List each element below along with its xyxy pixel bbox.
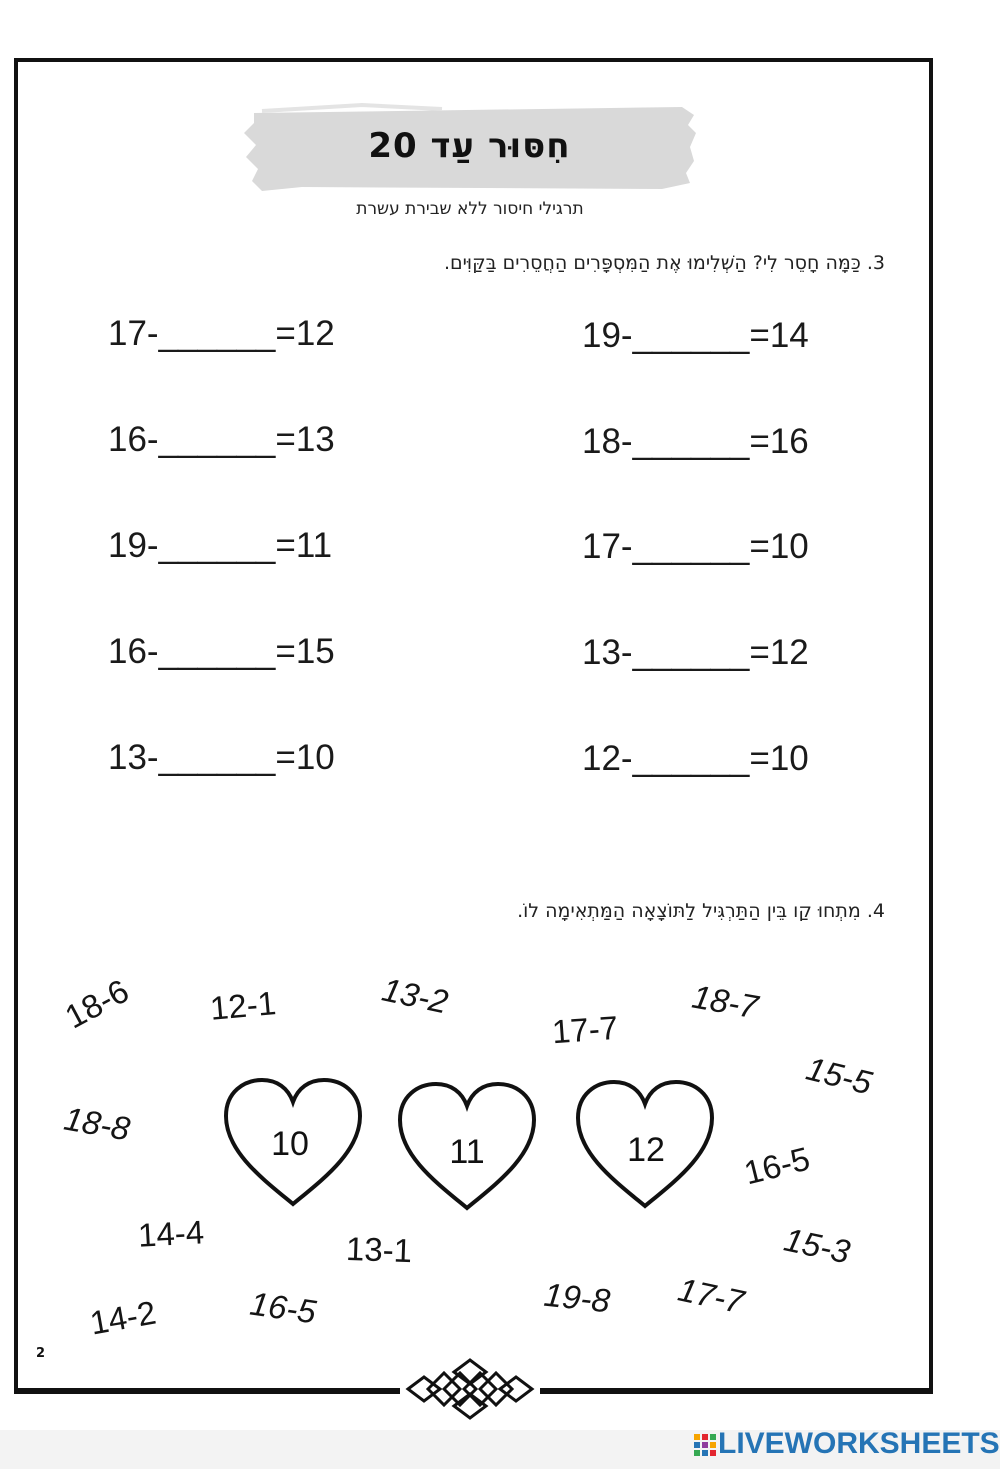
instruction-section-4: 4. מִתְחוּ קַו בֵּין הַתַּרְגִּיל לַתּוֹצָאָה הַמַּתְאִימָה לוֹ. (517, 900, 885, 922)
ornament-line-left (14, 1388, 402, 1392)
page-title: חִסּוּר עַד 20 (368, 126, 571, 166)
expression-4: 17-7 (550, 1008, 620, 1051)
expression-14: 19-8 (542, 1275, 612, 1320)
page-number: 2 (36, 1346, 46, 1361)
instruction-section-3: 3. כַּמָּה חָסֵר לִי? הַשְׁלִימוּ אֶת הַמִּסְפָּרִים הַחֲסֵרִים בַּקַּוִּים. (444, 252, 885, 274)
expression-2: 12-1 (208, 984, 278, 1027)
exercise-left-1: 17-______=12 (108, 314, 335, 353)
exercise-right-1: 19-______=14 (582, 316, 809, 355)
exercise-left-2: 16-______=13 (108, 420, 335, 459)
exercise-right-4: 13-______=12 (582, 633, 809, 672)
expression-13: 16-5 (247, 1284, 319, 1331)
exercise-right-3: 17-______=10 (582, 527, 809, 566)
ornament-line-right (538, 1388, 933, 1392)
heart-value-12: 12 (627, 1131, 665, 1169)
expression-15: 17-7 (674, 1270, 748, 1321)
expression-7: 18-8 (61, 1099, 133, 1148)
expression-6: 15-5 (802, 1049, 876, 1102)
exercise-right-5: 12-______=10 (582, 739, 809, 778)
expression-5: 18-7 (689, 977, 761, 1026)
exercise-left-3: 19-______=11 (108, 526, 333, 565)
heart-value-10: 10 (271, 1125, 309, 1163)
page-subtitle: תרגילי חיסור ללא שבירת עשרת (356, 199, 584, 219)
exercise-left-5: 13-______=10 (108, 738, 335, 777)
expression-11: 15-3 (780, 1220, 854, 1271)
expression-9: 14-4 (137, 1213, 205, 1254)
expression-12: 14-2 (87, 1293, 159, 1342)
liveworksheets-brand[interactable]: LIVEWORKSHEETS (718, 1427, 1000, 1460)
expression-8: 16-5 (740, 1139, 814, 1192)
diamond-ornament (400, 1358, 540, 1420)
heart-value-11: 11 (449, 1133, 485, 1171)
liveworksheets-logo-icon (692, 1426, 718, 1462)
exercise-left-4: 16-______=15 (108, 632, 335, 671)
exercise-right-2: 18-______=16 (582, 422, 809, 461)
expression-1: 18-6 (58, 971, 135, 1036)
expression-10: 13-1 (345, 1229, 413, 1270)
expression-3: 13-2 (378, 970, 452, 1021)
